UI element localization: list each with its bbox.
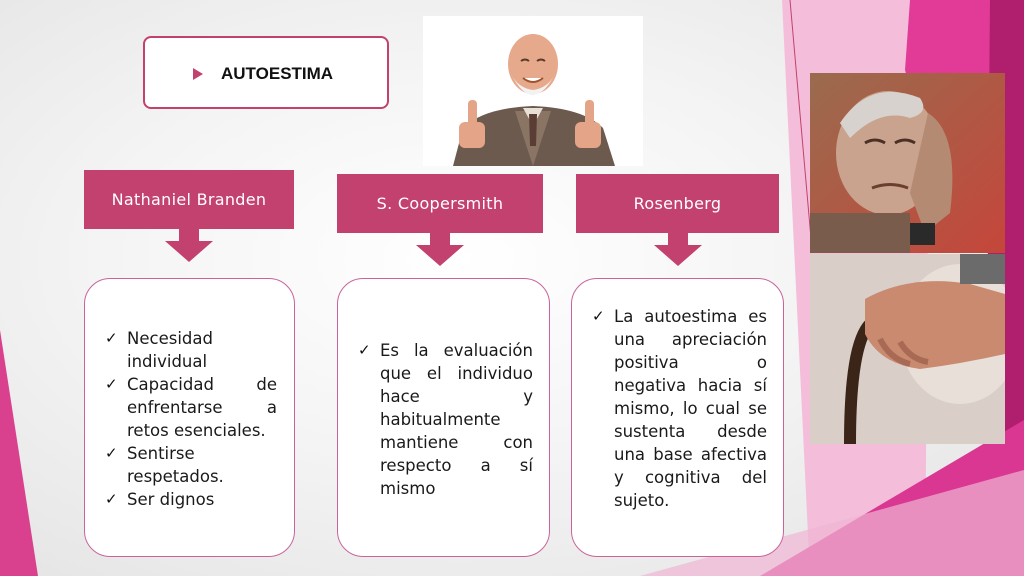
rosenberg-list <box>592 305 767 512</box>
card-branden <box>84 278 295 557</box>
header-label: Rosenberg <box>633 194 722 213</box>
hand-holding-cane-icon <box>810 254 1005 444</box>
list-item: ✓ Es la evaluación que el individuo hace y habitualmente mantiene con respecto a sí mismo <box>358 339 533 500</box>
right-bottom-photo <box>810 254 1005 444</box>
branden-list <box>105 327 277 511</box>
card-rosenberg <box>571 278 784 557</box>
list-item: ✓ Capacidad de enfrentarse a retos esenciales. <box>105 373 277 442</box>
list-item: ✓ La autoestima es una apreciación positiva o negativa hacia sí mismo, lo cual se sustenta desde una base afectiva y cognitiva del sujeto. <box>592 305 767 512</box>
coopersmith-list <box>358 339 533 500</box>
bullet-triangle-icon <box>193 68 203 80</box>
header-nathaniel-branden <box>84 170 294 229</box>
elderly-man-thumbs-up-icon <box>423 16 643 166</box>
down-arrow-icon <box>654 233 702 266</box>
list-item: ✓ Necesidad individual <box>105 327 277 373</box>
slide-title: AUTOESTIMA <box>221 64 334 83</box>
center-photo <box>423 16 643 166</box>
title-box <box>143 36 389 109</box>
card-coopersmith <box>337 278 550 557</box>
header-label: Nathaniel Branden <box>111 190 267 209</box>
right-top-photo <box>810 73 1005 253</box>
header-rosenberg <box>576 174 779 233</box>
header-s-coopersmith <box>337 174 543 233</box>
pink-shape-bottom-left <box>0 330 38 576</box>
down-arrow-icon <box>165 229 213 262</box>
list-item: ✓ Ser dignos <box>105 488 277 511</box>
elderly-man-worried-icon <box>810 73 1005 253</box>
list-item: ✓ Sentirse respetados. <box>105 442 277 488</box>
header-label: S. Coopersmith <box>376 194 504 213</box>
down-arrow-icon <box>416 233 464 266</box>
